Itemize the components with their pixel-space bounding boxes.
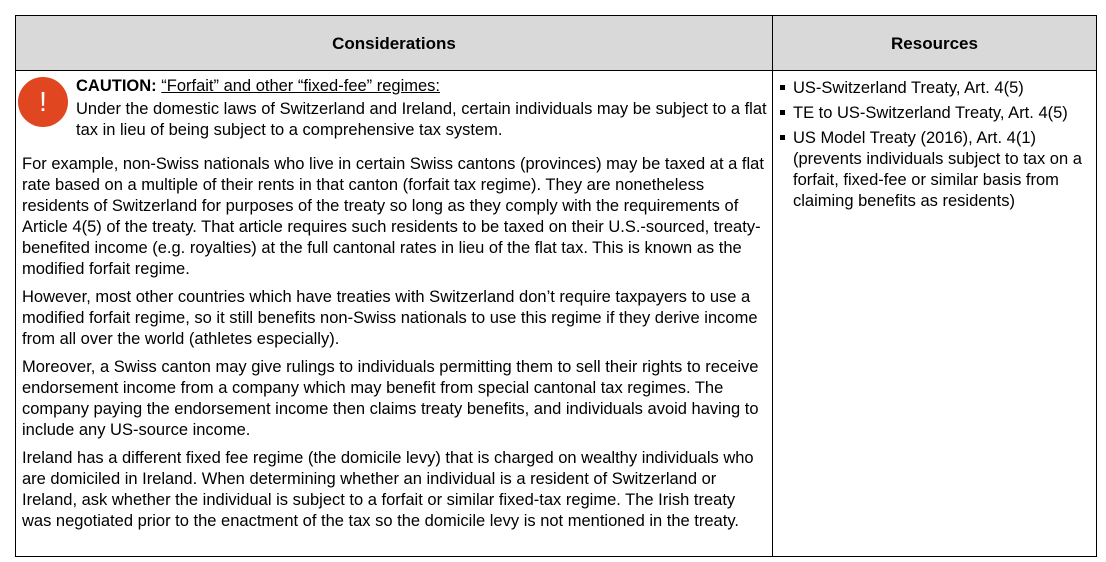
resource-text: US-Switzerland Treaty, Art. 4(5) — [793, 79, 1024, 97]
considerations-body — [22, 154, 767, 539]
resource-text: TE to US-Switzerland Treaty, Art. 4(5) — [793, 104, 1068, 122]
paragraph-forfait-example: For example, non-Swiss nationals who live in certain Swiss cantons (provinces) may be taxed at a flat rate based on a multiple of their rents in that canton (forfait tax regime). They are nonetheless residents of Switzerland for purposes of the treaty so long as they comply with the requirements of Article 4(5) of the treaty. That article requires such residents to be taxed on their U.S.-sourced, treaty-benefited income (e.g. royalties) at the full cantonal rates in lieu of the flat tax. This is known as the modified forfait regime. — [22, 155, 764, 278]
resource-item — [779, 78, 1089, 99]
caution-subject: “Forfait” and other “fixed-fee” regimes: — [161, 77, 441, 95]
caution-heading — [76, 76, 770, 97]
resources-header: Resources — [891, 34, 978, 53]
considerations-resources-table — [15, 15, 1097, 557]
resource-item — [779, 128, 1089, 212]
paragraph-other-countries: However, most other countries which have treaties with Switzerland don’t require taxpayers to use a modified forfait regime, so it still benefits non-Swiss nationals to use this regime if they derive income from all over the world (athletes especially). — [22, 288, 758, 348]
resources-list — [779, 78, 1089, 216]
caution-text: Under the domestic laws of Switzerland and Ireland, certain individuals may be subject to a flat tax in lieu of being subject to a comprehensive tax system. — [76, 100, 767, 139]
bullet-icon — [780, 85, 785, 90]
resource-item — [779, 103, 1089, 124]
bullet-icon — [780, 135, 785, 140]
caution-block — [76, 76, 770, 141]
considerations-header: Considerations — [332, 34, 456, 53]
exclamation-icon: ! — [39, 86, 47, 117]
caution-label: CAUTION: — [76, 77, 157, 95]
bullet-icon — [780, 110, 785, 115]
paragraph-swiss-rulings: Moreover, a Swiss canton may give rulings to individuals permitting them to sell their rights to receive endorsement income from a company which may benefit from special cantonal tax regimes. The company paying the endorsement income then claims treaty benefits, and individuals avoid having to include any US-source income. — [22, 358, 759, 439]
caution-icon — [18, 77, 68, 127]
resource-text: US Model Treaty (2016), Art. 4(1) (prevents individuals subject to tax on a forfait, fixed-fee or similar basis from claiming benefits as residents) — [793, 129, 1082, 210]
table-header-row — [16, 16, 1096, 71]
column-divider — [772, 16, 773, 556]
paragraph-ireland-levy: Ireland has a different fixed fee regime (the domicile levy) that is charged on wealthy individuals who are domiciled in Ireland. When determining whether an individual is a resident of Switzerland or Ireland, ask whether the individual is subject to a forfait or similar fixed-tax regime. The Irish treaty was negotiated prior to the enactment of the tax so the domicile levy is not mentioned in the treaty. — [22, 449, 754, 530]
